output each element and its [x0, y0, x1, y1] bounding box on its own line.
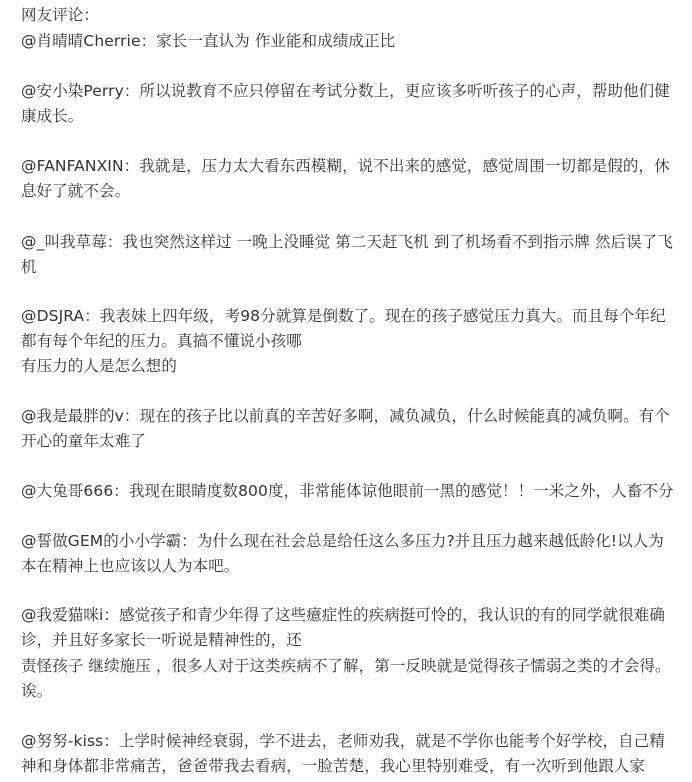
comment-9-line-2: 诊，并且好多家长一听说是精神性的，还: [21, 631, 302, 649]
comment-6-line-1: @我是最胖的v：现在的孩子比以前真的辛苦好多啊，减负减负，什么时候能真的减负啊。有个: [21, 407, 670, 425]
comment-8-line-2: 本在精神上也应该以人为本吧。: [21, 557, 240, 575]
comment-5-line-2: 都有每个年纪的压力。真搞不懂说小孩哪: [21, 332, 302, 350]
comment-2-line-2: 康成长。: [21, 107, 84, 125]
comment-5-line-3: 有压力的人是怎么想的: [21, 357, 178, 375]
comment-5-line-1: @DSJRA：我表妹上四年级，考98分就算是倒数了。现在的孩子感觉压力真大。而且每个年纪: [21, 307, 666, 325]
comment-9-line-4: 诶。: [21, 682, 53, 700]
comment-4-line-1: @_叫我草莓：我也突然这样过 一晚上没睡觉 第二天赶飞机 到了机场看不到指示牌 然后误了飞: [21, 233, 673, 251]
comments-heading: 网友评论：: [21, 6, 100, 24]
comment-9-line-1: @我爱猫咪i：感觉孩子和青少年得了这些癔症性的疾病挺可怜的，我认识的有的同学就很难确: [21, 606, 666, 624]
comment-9-line-3: 责怪孩子 继续施压 ，很多人对于这类疾病不了解，第一反映就是觉得孩子懦弱之类的才会得。: [21, 657, 671, 675]
comment-3-line-1: @FANFANXIN：我就是，压力太大看东西模糊，说不出来的感觉，感觉周围一切都是假的，休: [21, 157, 670, 175]
comment-4-line-2: 机: [21, 258, 37, 276]
comment-3-line-2: 息好了就不会。: [21, 182, 131, 200]
comment-1-line-1: @肖晴晴Cherrie：家长一直认为 作业能和成绩成正比: [21, 32, 396, 50]
comment-10-line-1: @努努-kiss：上学时候神经衰弱，学不进去，老师劝我，就是不学你也能考个好学校，自己精: [21, 732, 665, 750]
comment-6-line-2: 开心的童年太难了: [21, 432, 146, 450]
comment-2-line-1: @安小染Perry：所以说教育不应只停留在考试分数上，更应该多听听孩子的心声，帮助他们健: [21, 82, 670, 100]
comment-8-line-1: @誓做GEM的小小学霸：为什么现在社会总是给任这么多压力?并且压力越来越低龄化!以人为: [21, 532, 664, 550]
comment-10-line-2: 神和身体都非常痛苦，爸爸带我去看病，一脸苦楚，我心里特别难受，有一次听到他跟人家: [21, 757, 646, 775]
comment-7-line-1: @大兔哥666：我现在眼睛度数800度，非常能体谅他眼前一黑的感觉！！一米之外，人畜不分: [21, 482, 674, 500]
